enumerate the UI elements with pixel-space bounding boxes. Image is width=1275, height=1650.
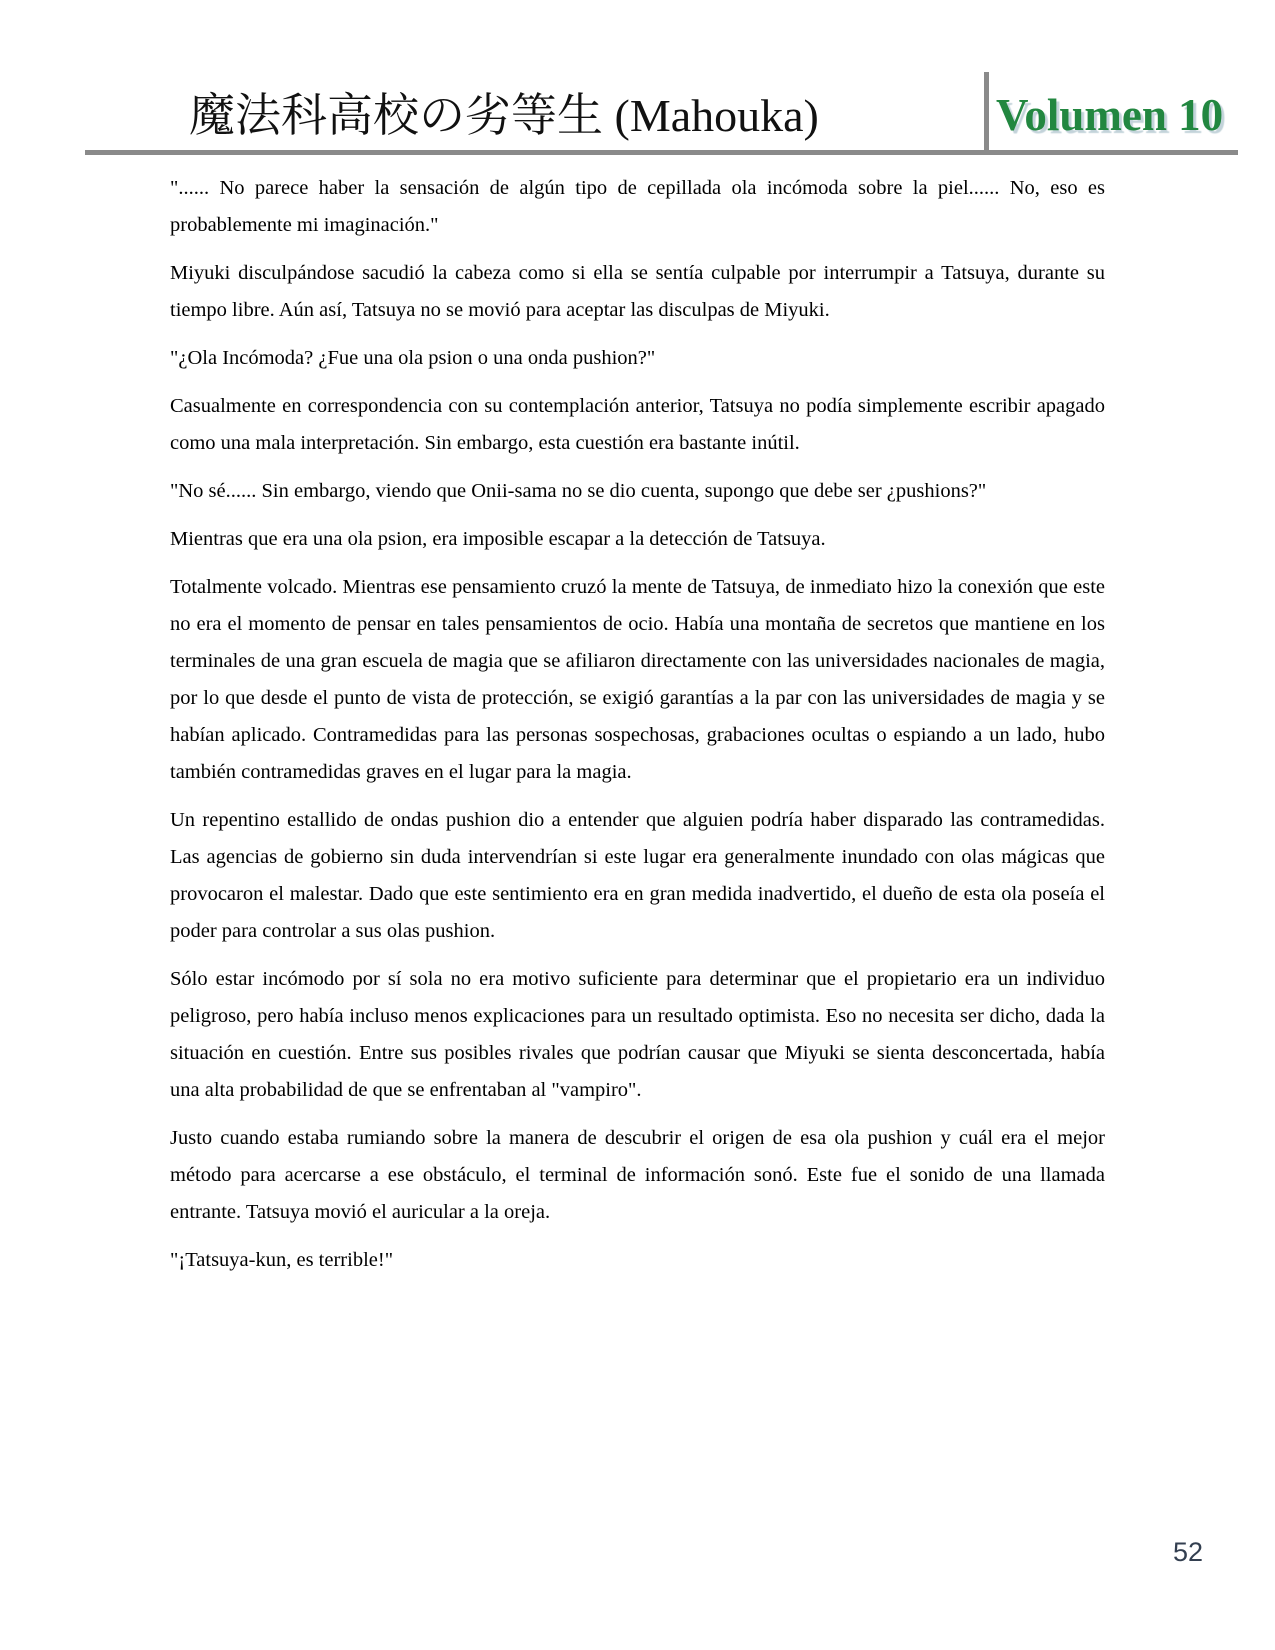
page-body (170, 170, 1105, 1290)
paragraph: "¿Ola Incómoda? ¿Fue una ola psion o una onda pushion?" (170, 347, 656, 369)
paragraph: "¡Tatsuya-kun, es terrible!" (170, 1249, 394, 1271)
paragraph: Un repentino estallido de ondas pushion dio a entender que alguien podría haber disparado las contramedidas. Las agencias de gobierno sin duda intervendrían si este lugar era generalmente inundado con olas mágicas que provocaron el malestar. Dado que este sentimiento era en gran medida inadvertido, el dueño de esta ola poseía el poder para controlar a sus olas pushion. (170, 809, 1105, 942)
volume-label: Volumen 10 (996, 90, 1224, 140)
paragraph: "...... No parece haber la sensación de algún tipo de cepillada ola incómoda sobre la piel...... No, eso es probablemente mi imaginación." (170, 177, 1105, 236)
paragraph: Totalmente volcado. Mientras ese pensamiento cruzó la mente de Tatsuya, de inmediato hizo la conexión que este no era el momento de pensar en tales pensamientos de ocio. Había una montaña de secretos que mantiene en los terminales de una gran escuela de magia que se afiliaron directamente con las universidades nacionales de magia, por lo que desde el punto de vista de protección, se exigió garantías a la par con las universidades de magia y se habían aplicado. Contramedidas para las personas sospechosas, grabaciones ocultas o espiando a un lado, hubo también contramedidas graves en el lugar para la magia. (170, 576, 1105, 783)
paragraph: Justo cuando estaba rumiando sobre la manera de descubrir el origen de esa ola pushion y cuál era el mejor método para acercarse a ese obstáculo, el terminal de información sonó. Este fue el sonido de una llamada entrante. Tatsuya movió el auricular a la oreja. (170, 1127, 1105, 1223)
paragraph: Miyuki disculpándose sacudió la cabeza como si ella se sentía culpable por interrumpir a Tatsuya, durante su tiempo libre. Aún así, Tatsuya no se movió para aceptar las disculpas de Miyuki. (170, 262, 1105, 321)
document-title: 魔法科高校の劣等生 (Mahouka) (189, 89, 819, 141)
page-number: 52 (1172, 1537, 1203, 1567)
paragraph: Sólo estar incómodo por sí sola no era motivo suficiente para determinar que el propietario era un individuo peligroso, pero había incluso menos explicaciones para un resultado optimista. Eso no necesita ser dicho, dada la situación en cuestión. Entre sus posibles rivales que podrían causar que Miyuki se sienta desconcertada, había una alta probabilidad de que se enfrentaban al "vampiro". (170, 968, 1105, 1101)
paragraph: Casualmente en correspondencia con su contemplación anterior, Tatsuya no podía simplemente escribir apagado como una mala interpretación. Sin embargo, esta cuestión era bastante inútil. (170, 395, 1105, 454)
paragraph: "No sé...... Sin embargo, viendo que Onii-sama no se dio cuenta, supongo que debe ser ¿pushions?" (170, 480, 987, 502)
page-header (85, 66, 1238, 155)
header-row (85, 66, 1238, 155)
paragraph: Mientras que era una ola psion, era imposible escapar a la detección de Tatsuya. (170, 528, 826, 550)
